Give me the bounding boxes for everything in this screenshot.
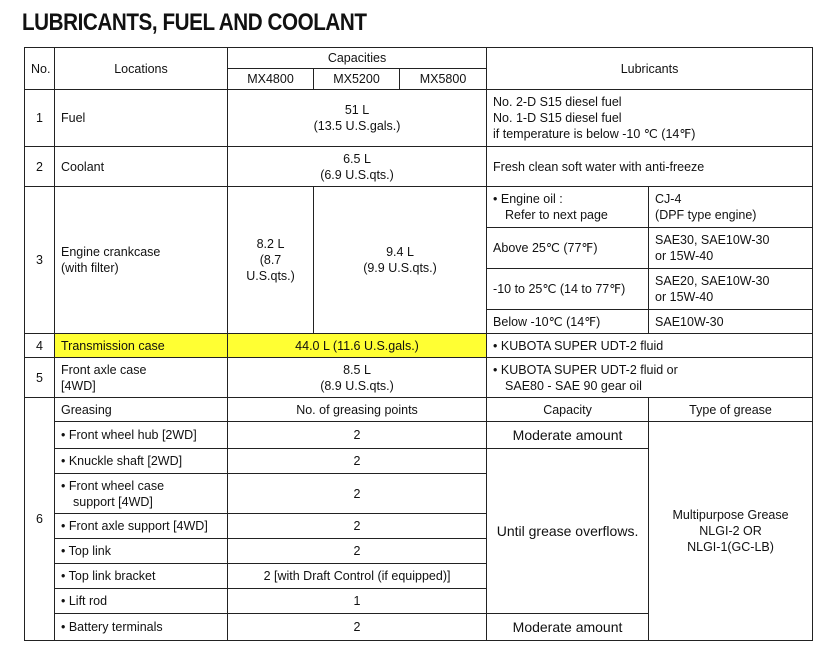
location-line: [4WD] (61, 378, 96, 393)
greasing-item: • Knuckle shaft [2WD] (55, 449, 228, 474)
grease-type-cell (649, 422, 813, 641)
greasing-type-header: Type of grease (649, 398, 813, 422)
location-line: Front axle case (61, 362, 147, 377)
lubricant-line: SAE80 - SAE 90 gear oil (505, 378, 642, 393)
greasing-points: 2 (228, 514, 487, 539)
greasing-item: • Top link bracket (55, 564, 228, 589)
table-row-greasing (25, 422, 813, 449)
oil-grade: SAE10W-30 (649, 310, 813, 334)
capacity-mx4800 (228, 187, 314, 334)
engine-oil-cell (487, 187, 649, 228)
oil-line: SAE20, SAE10W-30 (655, 274, 770, 288)
location-label: Fuel (55, 90, 228, 147)
row-number: 3 (25, 187, 55, 334)
capacity-line: 8.2 L (256, 237, 285, 251)
greasing-points: 2 (228, 449, 487, 474)
lubricants-table (24, 47, 813, 641)
row-number: 4 (25, 334, 55, 358)
engine-oil-line: • Engine oil : (493, 192, 563, 206)
greasing-points-header: No. of greasing points (228, 398, 487, 422)
oil-grade (649, 269, 813, 310)
lubricant-line: • KUBOTA SUPER UDT-2 fluid or (493, 362, 678, 377)
grease-capacity: Moderate amount (487, 422, 649, 449)
lubricant-line: if temperature is below -10 ℃ (14℉) (493, 127, 696, 141)
lubricant-line: No. 1-D S15 diesel fuel (493, 111, 622, 125)
greasing-item: • Battery terminals (55, 614, 228, 641)
row-number: 5 (25, 358, 55, 398)
capacity-value-us: (6.9 U.S.qts.) (320, 167, 394, 182)
greasing-points: 2 (228, 422, 487, 449)
oil-line: SAE30, SAE10W-30 (655, 233, 770, 247)
greasing-item: • Front wheel hub [2WD] (55, 422, 228, 449)
greasing-item: • Lift rod (55, 589, 228, 614)
greasing-points: 2 (228, 614, 487, 641)
greasing-points: 1 (228, 589, 487, 614)
greasing-item (55, 474, 228, 514)
page-title: LUBRICANTS, FUEL AND COOLANT (22, 9, 367, 36)
cj4-line: CJ-4 (655, 192, 682, 206)
table-row-greasing-header (25, 398, 813, 422)
oil-line: or 15W-40 (655, 290, 714, 304)
lubricant-cell: • KUBOTA SUPER UDT-2 fluid (487, 334, 813, 358)
grease-type-line: Multipurpose Grease (672, 508, 789, 522)
header-no: No. (25, 48, 55, 90)
cj4-line: (DPF type engine) (655, 208, 757, 222)
capacity-value: 8.5 L (343, 362, 371, 377)
location-label: Coolant (55, 147, 228, 187)
capacity-value-us: (8.9 U.S.qts.) (320, 378, 394, 393)
greasing-label: Greasing (55, 398, 228, 422)
capacity-line: (8.7 (259, 253, 282, 267)
greasing-item: • Front axle support [4WD] (55, 514, 228, 539)
grease-capacity: Until grease overflows. (487, 449, 649, 614)
greasing-points: 2 (228, 539, 487, 564)
table-row-coolant (25, 147, 813, 187)
location-line: (with filter) (61, 261, 119, 275)
location-label (55, 187, 228, 334)
header-lubricants: Lubricants (487, 48, 813, 90)
header-mx5200: MX5200 (314, 69, 400, 90)
row-number: 2 (25, 147, 55, 187)
table-row-transmission (25, 334, 813, 358)
capacity-cell (228, 90, 487, 147)
row-number: 1 (25, 90, 55, 147)
table-row-crankcase (25, 187, 813, 228)
header-capacities: Capacities (228, 48, 487, 69)
capacity-value-us: (13.5 U.S.gals.) (313, 119, 401, 133)
table-row-front-axle (25, 358, 813, 398)
capacity-value: 51 L (344, 103, 370, 117)
grease-type-line: NLGI-2 OR (699, 524, 762, 538)
greasing-capacity-header: Capacity (487, 398, 649, 422)
greasing-points: 2 [with Draft Control (if equipped)] (228, 564, 487, 589)
location-label (55, 358, 228, 398)
table-row-fuel (25, 90, 813, 147)
temp-range: Below -10℃ (14℉) (487, 310, 649, 334)
lubricant-cell (487, 90, 813, 147)
engine-oil-line: Refer to next page (505, 208, 608, 222)
capacity-cell (228, 358, 487, 398)
capacity-line: (9.9 U.S.qts.) (363, 261, 437, 275)
capacity-line: 9.4 L (386, 245, 414, 259)
capacity-cell (228, 147, 487, 187)
temp-range: Above 25℃ (77℉) (487, 228, 649, 269)
temp-range: -10 to 25℃ (14 to 77℉) (487, 269, 649, 310)
header-mx4800: MX4800 (228, 69, 314, 90)
location-label-highlighted: Transmission case (55, 334, 228, 358)
oil-line: or 15W-40 (655, 249, 714, 263)
row-number: 6 (25, 398, 55, 641)
greasing-points: 2 (228, 474, 487, 514)
greasing-item: • Top link (55, 539, 228, 564)
capacity-cell-highlighted: 44.0 L (11.6 U.S.gals.) (228, 334, 487, 358)
capacity-mx5200-mx5800 (314, 187, 487, 334)
oil-grade (649, 228, 813, 269)
grease-type-line: NLGI-1(GC-LB) (687, 540, 774, 554)
location-line: Engine crankcase (61, 245, 161, 259)
lubricant-cell (487, 358, 813, 398)
capacity-value: 6.5 L (343, 151, 371, 166)
header-mx5800: MX5800 (400, 69, 487, 90)
greasing-item-line: • Front wheel case (61, 478, 165, 493)
cj4-cell (649, 187, 813, 228)
lubricant-cell: Fresh clean soft water with anti-freeze (487, 147, 813, 187)
capacity-line: U.S.qts.) (246, 269, 295, 283)
grease-capacity: Moderate amount (487, 614, 649, 641)
lubricant-line: No. 2-D S15 diesel fuel (493, 95, 622, 109)
greasing-item-line: support [4WD] (73, 494, 153, 509)
header-locations: Locations (55, 48, 228, 90)
